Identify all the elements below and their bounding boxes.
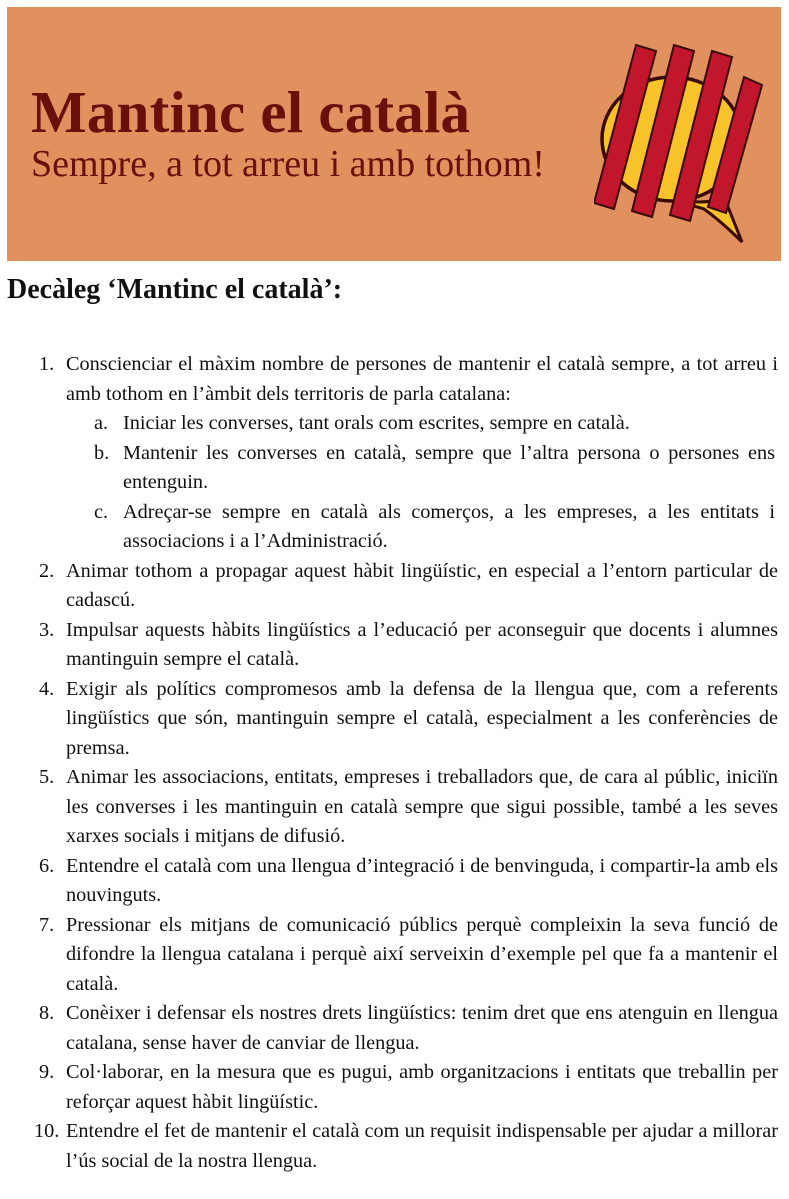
sub-item-text: Mantenir les converses en català, sempre que l’altra persona o persones ens entenguin.: [123, 441, 775, 493]
list-item: [0, 999, 789, 1058]
item-text: Conèixer i defensar els nostres drets lingüístics: tenim dret que ens atenguin en llengua catalana, sense haver de canviar de llengua.: [66, 1002, 778, 1054]
list-item: [0, 1058, 789, 1117]
item-number: 3.: [39, 618, 55, 641]
speech-bubble-flag-icon: [594, 37, 764, 247]
item-number: 6.: [39, 854, 55, 877]
sub-item-letter: a.: [94, 412, 109, 434]
sub-item-letter: c.: [94, 500, 109, 523]
list-item: [0, 763, 789, 852]
item-number: 8.: [39, 1002, 55, 1024]
item-text: Animar les associacions, entitats, empreses i treballadors que, de cara al públic, iniciïn les converses i les mantinguin en català sempre que sigui possible, també a les seves xarxes socials i mitjans de difusió.: [66, 766, 778, 847]
item-text: Col·laborar, en la mesura que es pugui, amb organitzacions i entitats que treballin per reforçar aquest hàbit lingüístic.: [66, 1061, 778, 1113]
list-item: [0, 852, 789, 911]
item-number: 1.: [39, 353, 55, 375]
item-number: 10.: [34, 1120, 60, 1142]
sub-item-text: Iniciar les converses, tant orals com escrites, sempre en català.: [123, 412, 630, 434]
item-number: 7.: [39, 913, 55, 936]
list-item: [0, 557, 789, 616]
item-number: 4.: [39, 677, 55, 700]
item-number: 5.: [39, 766, 55, 788]
list-item: [0, 1117, 789, 1176]
item-text: Entendre el fet de mantenir el català com un requisit indispensable per ajudar a millorar l’ús social de la nostra llengua.: [66, 1120, 778, 1172]
sub-list-item: [0, 439, 789, 498]
item-text: Entendre el català com una llengua d’integració i de benvinguda, i compartir-la amb els nouvinguts.: [66, 854, 778, 906]
decalogue-list: [0, 350, 789, 1176]
sub-item-letter: b.: [94, 441, 110, 464]
item-number: 2.: [39, 559, 55, 582]
item-text: Pressionar els mitjans de comunicació públics perquè compleixin la seva funció de difondre la llengua catalana i perquè així serveixin d’exemple pel que fa a mantenir el català.: [66, 913, 778, 995]
sub-item-text: Adreçar-se sempre en català als comerços, a les empreses, a les entitats i associacions i a l’Administració.: [123, 500, 775, 552]
sub-list-item: [0, 409, 789, 439]
item-text: Animar tothom a propagar aquest hàbit lingüístic, en especial a l’entorn particular de cadascú.: [66, 559, 778, 611]
list-item: [0, 911, 789, 1000]
item-text: Impulsar aquests hàbits lingüístics a l’educació per aconseguir que docents i alumnes mantinguin sempre el català.: [66, 618, 778, 670]
list-item: [0, 616, 789, 675]
item-text: Conscienciar el màxim nombre de persones de mantenir el català sempre, a tot arreu i amb tothom en l’àmbit dels territoris de parla catalana:: [66, 353, 778, 405]
banner-subtitle: Sempre, a tot arreu i amb tothom!: [31, 143, 545, 185]
header-banner: [7, 7, 781, 261]
list-item: [0, 675, 789, 764]
item-number: 9.: [39, 1061, 55, 1083]
item-text: Exigir als polítics compromesos amb la defensa de la llengua que, com a referents lingüístics que són, mantinguin sempre el català, especialment a les conferències de premsa.: [66, 677, 778, 759]
page-heading: Decàleg ‘Mantinc el català’:: [7, 274, 343, 305]
list-item: [0, 350, 789, 409]
sub-list-item: [0, 498, 789, 557]
banner-title: Mantinc el català: [31, 79, 471, 145]
